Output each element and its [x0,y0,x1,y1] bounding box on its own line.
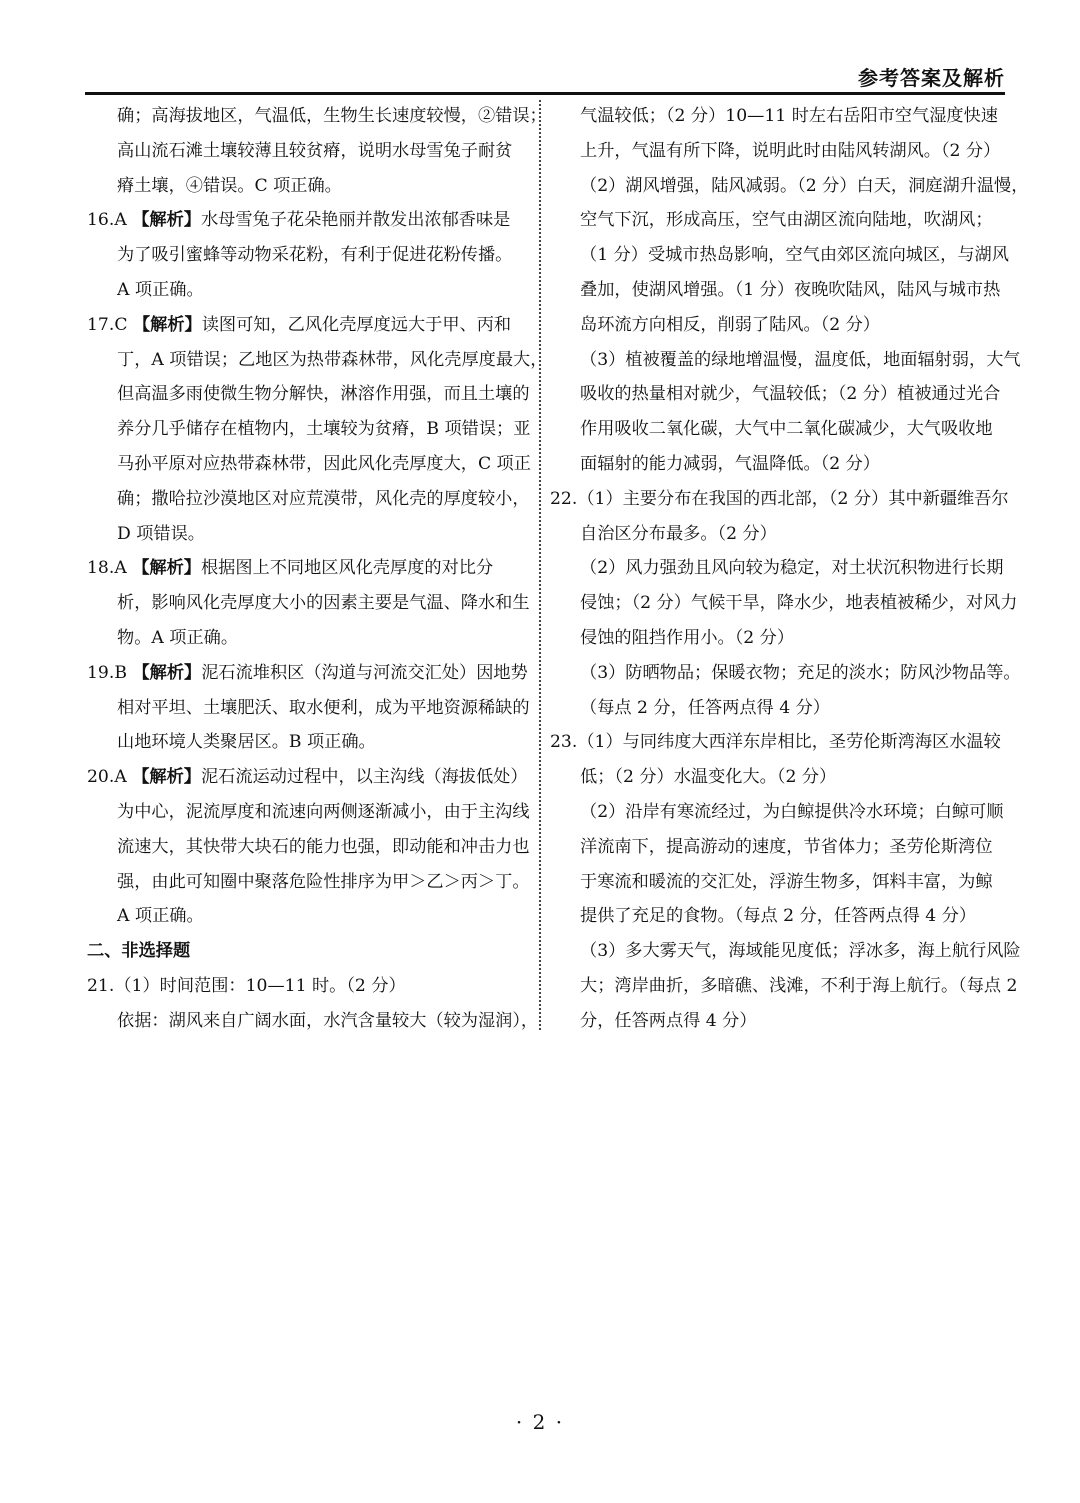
text-line [87,969,532,1004]
text-line [550,517,1002,552]
analysis-label: 【解析】 [132,314,202,335]
page-number: · 2 · [515,1410,565,1434]
text-line [87,760,532,795]
text-line [550,134,1002,169]
line-text: 但高温多雨使微生物分解快，淋溶作用强，而且土壤的 [117,384,530,405]
text-line [87,238,532,273]
text-line [87,795,532,830]
section-title: 二、非选择题 [87,941,191,962]
text-line [550,412,1002,447]
line-text: 山地环境人类聚居区。B 项正确。 [117,732,376,753]
question-number: 17.C [87,314,133,335]
line-text: （2）风力强劲且风向较为稳定，对土状沉积物进行长期 [580,558,1004,579]
text-line [550,203,1002,238]
line-text: 空气下沉，形成高压，空气由湖区流向陆地，吹湖风； [580,210,993,231]
text-line [87,99,547,134]
text-line [550,691,1002,726]
text-line [550,238,1009,273]
analysis-label: 【解析】 [132,767,201,788]
line-text: 相对平坦、土壤肥沃、取水便利，成为平地资源稀缺的 [117,697,530,718]
line-text: （3）防晒物品；保暖衣物；充足的淡水；防风沙物品等。 [580,662,1021,683]
line-text: （3）多大雾天气，海域能见度低；浮冰多，海上航行风险 [580,941,1021,962]
line-text: 为了吸引蜜蜂等动物采花粉，有利于促进花粉传播。 [117,245,513,266]
line-text: 确；高海拔地区，气温低，生物生长速度较慢，②错误； [117,106,547,126]
line-text: 低；（2 分）水温变化大。（2 分） [580,767,837,788]
text-line [87,412,532,447]
line-text: D 项错误。 [117,523,205,544]
text-line [550,760,1002,795]
line-text: （2）沿岸有寒流经过，为白鲸提供冷水环境；白鲸可顺 [580,801,1004,822]
line-text: 流速大，其快带大块石的能力也强，即动能和冲击力也 [117,836,530,857]
question-number: 18.A [87,558,133,579]
text-line [87,203,532,238]
line-text: （2）湖风增强，陆风减弱。（2 分）白天，洞庭湖升温慢， [580,175,1029,196]
header-title: 参考答案及解析 [858,66,1005,90]
text-line [550,447,1002,482]
line-text: 于寒流和暖流的交汇处，浮游生物多，饵料丰富，为鲸 [580,871,993,892]
page-header [85,62,1005,92]
question-number: 16.A [87,210,133,231]
text-line [550,482,1009,517]
analysis-label: 【解析】 [132,558,201,579]
line-text: 析，影响风化壳厚度大小的因素主要是气温、降水和生 [117,593,530,614]
line-text: （1 分）受城市热岛影响，空气由郊区流向城区，与湖风 [580,245,1009,266]
text-line [550,343,1021,378]
line-text: 提供了充足的食物。（每点 2 分，任答两点得 4 分） [580,906,977,927]
text-line [87,447,532,482]
line-text: 瘠土壤，④错误。C 项正确。 [117,175,342,196]
text-line [87,725,532,760]
text-line [87,1004,539,1039]
text-line [87,586,532,621]
line-text: 作用吸收二氧化碳，大气中二氧化碳减少，大气吸收地 [580,419,993,440]
left-column [87,99,548,1039]
text-line [550,551,1002,586]
text-line [87,308,532,343]
text-line [550,308,1002,343]
text-line [550,795,1002,830]
line-text: 依据：湖风来自广阔水面，水汽含量较大（较为湿润）， [117,1010,539,1031]
line-text: 养分几乎储存在植物内，土壤较为贫瘠，B 项错误；亚 [117,419,531,440]
line-text: 侵蚀的阻挡作用小。（2 分） [580,627,795,648]
text-line [87,273,532,308]
text-line [87,621,532,656]
line-text: 水母雪兔子花朵艳丽并散发出浓郁香味是 [200,210,511,231]
text-line [550,1004,1002,1039]
text-line [87,656,532,691]
text-line [87,691,532,726]
line-text: 泥石流堆积区（沟道与河流交汇处）因地势 [201,662,528,683]
right-column [550,99,1029,1039]
line-text: A 项正确。 [117,279,204,300]
text-line [87,169,532,204]
analysis-label: 【解析】 [132,210,201,231]
line-text: （每点 2 分，任答两点得 4 分） [580,697,830,718]
line-text: 叠加，使湖风增强。（1 分）夜晚吹陆风，陆风与城市热 [580,279,1001,300]
text-line [87,830,532,865]
line-text: 物。A 项正确。 [117,627,239,648]
line-text: 面辐射的能力减弱，气温降低。（2 分） [580,453,880,474]
column-divider [539,100,541,1030]
text-line [87,377,532,412]
line-text: 21.（1）时间范围：10—11 时。（2 分） [87,975,406,996]
text-line [550,969,1018,1004]
line-text: 为中心，泥流厚度和流速向两侧逐渐减小，由于主沟线 [117,801,530,822]
text-line [550,586,1018,621]
line-text: 根据图上不同地区风化壳厚度的对比分 [200,558,494,579]
text-line [550,830,1002,865]
text-line [550,377,1002,412]
line-text: （3）植被覆盖的绿地增温慢，温度低，地面辐射弱，大气 [580,349,1021,370]
section-heading [87,934,532,969]
question-number: 19.B [87,662,133,683]
text-line [87,899,532,934]
line-text: 气温较低；（2 分）10—11 时左右岳阳市空气湿度快速 [580,106,998,126]
analysis-label: 【解析】 [132,662,202,683]
line-text: 吸收的热量相对就少，气温较低；（2 分）植被通过光合 [580,384,1001,405]
line-text: 大；湾岸曲折，多暗礁、浅滩，不利于海上航行。（每点 2 [580,975,1018,996]
text-line [87,551,532,586]
line-text: 自治区分布最多。（2 分） [580,523,777,544]
line-text: 上升，气温有所下降，说明此时由陆风转湖风。（2 分） [580,140,1001,161]
text-line [87,134,532,169]
text-line [550,99,1002,134]
line-text: 确；撒哈拉沙漠地区对应荒漠带，风化壳的厚度较小， [117,488,530,509]
line-text: 22.（1）主要分布在我国的西北部，（2 分）其中新疆维吾尔 [550,488,1009,509]
text-line [550,273,1002,308]
line-text: 泥石流运动过程中，以主沟线（海拔低处） [200,767,528,788]
text-line [87,343,548,378]
text-line [550,169,1029,204]
text-line [550,934,1021,969]
line-text: 洋流南下，提高游动的速度，节省体力；圣劳伦斯湾位 [580,836,993,857]
question-number: 20.A [87,767,133,788]
header-rule [85,92,1005,95]
text-line [550,865,1002,900]
line-text: 丁，A 项错误；乙地区为热带森林带，风化壳厚度最大， [117,349,548,370]
text-line [550,621,1002,656]
line-text: 马孙平原对应热带森林带，因此风化壳厚度大，C 项正 [117,453,531,474]
line-text: 高山流石滩土壤较薄且较贫瘠，说明水母雪兔子耐贫 [117,140,513,161]
text-line [550,656,1021,691]
line-text: 侵蚀；（2 分）气候干旱，降水少，地表植被稀少，对风力 [580,593,1018,614]
text-line [87,482,532,517]
line-text: 岛环流方向相反，削弱了陆风。（2 分） [580,314,880,335]
line-text: 读图可知，乙风化壳厚度远大于甲、丙和 [201,314,512,335]
text-line [87,517,532,552]
line-text: 强，由此可知圈中聚落危险性排序为甲＞乙＞丙＞丁。 [117,871,530,892]
text-line [87,865,532,900]
text-line [550,725,1002,760]
text-line [550,899,1002,934]
line-text: 分，任答两点得 4 分） [580,1010,757,1031]
line-text: A 项正确。 [117,906,204,927]
line-text: 23.（1）与同纬度大西洋东岸相比，圣劳伦斯湾海区水温较 [550,732,1001,753]
